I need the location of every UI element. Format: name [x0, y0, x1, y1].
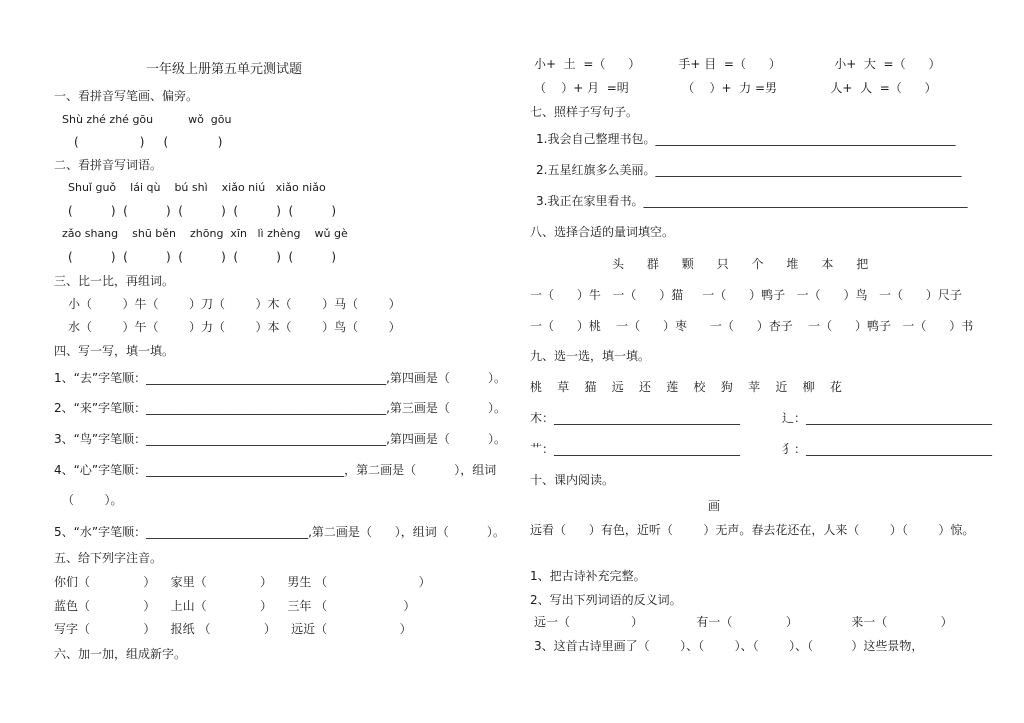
- section-4-heading: 四、写一写，填一填。: [54, 344, 175, 358]
- section-7-heading: 七、照样子写句子。: [530, 105, 639, 119]
- section-1-blanks: ( ) ( ): [74, 135, 223, 149]
- section-10-heading: 十、课内阅读。: [530, 473, 615, 487]
- section-4-question-2: 2、“来”字笔顺：________________________________________,第三画是（ ）。: [54, 401, 507, 415]
- section-6-heading: 六、加一加，组成新字。: [54, 647, 187, 661]
- poem-text: 远看（ ）有色，近听（ ）无声。春去花还在，人来（ ）（ ）惊。: [530, 523, 975, 537]
- section-7-question-2: 2.五星红旗多么美丽。___________________________________________________: [536, 163, 962, 177]
- section-2-pinyin-row-2: zǎo shang shū běn zhōng xīn lì zhèng wǔ gè: [62, 227, 348, 240]
- section-10-question-3: 3、这首古诗里画了（ ）、（ ）、（ ）、（ ）这些景物，: [534, 639, 924, 653]
- section-2-pinyin-row-1: Shuǐ guǒ lái qù bú shì xiǎo niú xiǎo niǎo: [68, 181, 326, 194]
- section-4-question-4-continued: （ ）。: [62, 493, 123, 507]
- left-column: [54, 0, 534, 723]
- section-2-blanks-row-1: ( ) ( ) ( ) ( ) ( ): [68, 204, 337, 218]
- page-title: 一年级上册第五单元测试题: [146, 62, 303, 77]
- section-9-row-2: 艹：_______________________________ 犭：_______________________________: [530, 442, 992, 456]
- section-6-row-2: （ ）+ 月 =明 （ ）+ 力 =男 人+ 人 =（ ）: [534, 81, 937, 95]
- section-4-question-4: 4、“心”字笔顺：_________________________________，第二画是（ ），组词: [54, 463, 497, 477]
- section-10-question-2: 2、写出下列词语的反义词。: [530, 593, 682, 607]
- section-2-heading: 二、看拼音写词语。: [54, 158, 163, 172]
- poem-title: 画: [708, 499, 721, 513]
- section-8-row-2: 一（ ）桃 一（ ）枣 一（ ）杏子 一（ ）鸭子 一（ ）书: [530, 319, 974, 333]
- section-3-row-1: 小（ ）牛（ ）刀（ ）木（ ）马（ ）: [68, 297, 401, 311]
- section-9-words: 桃 草 猫 远 还 莲 校 狗 苹 近 柳 花: [530, 380, 842, 394]
- section-7-question-1: 1.我会自己整理书包。__________________________________________________: [536, 132, 956, 146]
- section-3-row-2: 水（ ）午（ ）力（ ）本（ ）鸟（ ）: [68, 320, 401, 334]
- section-9-heading: 九、选一选，填一填。: [530, 349, 651, 363]
- section-8-row-1: 一（ ）牛 一（ ）猫 一（ ）鸭子 一（ ）鸟 一（ ）尺子: [530, 288, 962, 302]
- section-3-heading: 三、比一比，再组词。: [54, 274, 175, 288]
- section-4-question-3: 3、“鸟”字笔顺：________________________________________,第四画是（ ）。: [54, 432, 507, 446]
- section-2-blanks-row-2: ( ) ( ) ( ) ( ) ( ): [68, 250, 337, 264]
- section-5-heading: 五、给下列字注音。: [54, 551, 163, 565]
- section-4-question-1: 1、“去”字笔顺：________________________________________,第四画是（ ）。: [54, 371, 507, 385]
- section-1-pinyin: Shù zhé zhé gōu wǒ gōu: [62, 113, 232, 126]
- section-7-question-3: 3.我正在家里看书。______________________________________________________: [536, 194, 968, 208]
- section-8-measure-words: 头 群 颗 只 个 堆 本 把: [612, 257, 869, 271]
- section-10-question-1: 1、把古诗补充完整。: [530, 569, 646, 583]
- section-5-row-2: 蓝色（ ） 上山（ ） 三年 （ ）: [54, 599, 416, 613]
- section-5-row-3: 写字（ ） 报纸 （ ） 远近（ ）: [54, 622, 412, 636]
- section-1-heading: 一、看拼音写笔画、偏旁。: [54, 89, 199, 103]
- section-6-row-1: 小+ 土 =（ ） 手+ 目 =（ ） 小+ 大 =（ ）: [534, 57, 941, 71]
- section-8-heading: 八、选择合适的量词填空。: [530, 225, 675, 239]
- right-column: [530, 0, 1010, 723]
- section-10-antonym-row: 远一（ ） 有一（ ） 来一（ ）: [534, 615, 953, 629]
- section-5-row-1: 你们（ ） 家里（ ） 男生 （ ）: [54, 575, 431, 589]
- section-4-question-5: 5、“水”字笔顺：___________________________,第二画是（ ），组词（ ）。: [54, 525, 505, 539]
- section-9-row-1: 木：_______________________________ 辶：_______________________________: [530, 411, 992, 425]
